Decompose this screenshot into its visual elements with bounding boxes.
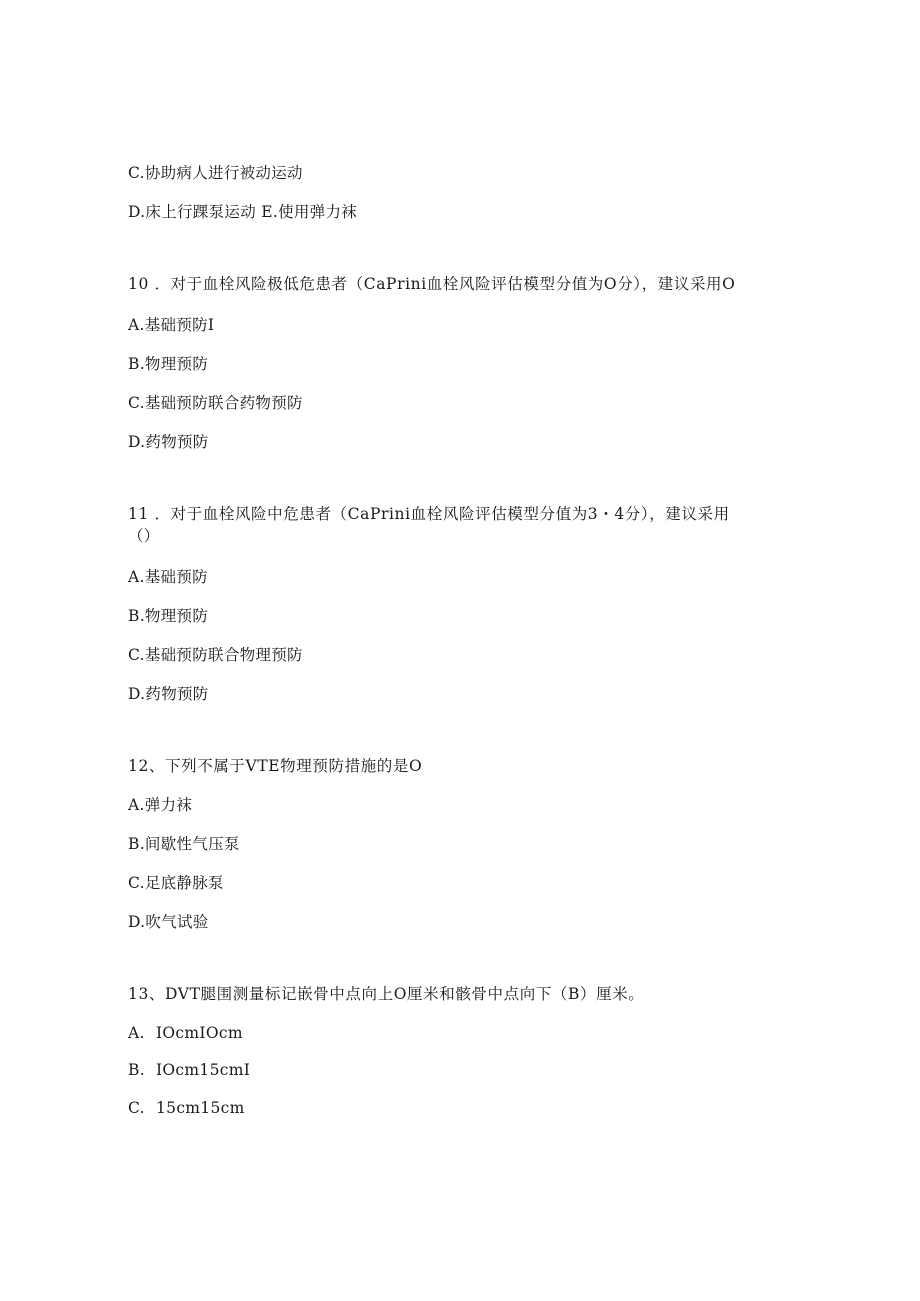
question-13: 13、DVT腿围测量标记嵌骨中点向上O厘米和骸骨中点向下（B）厘米。 — [128, 985, 645, 1003]
question-10: 10 ．对于血栓风险极低危患者（CaPrini血栓风险评估模型分值为O分），建议采用O — [128, 275, 736, 293]
q10-option-b: B.物理预防 — [128, 355, 209, 373]
q10-option-c: C.基础预防联合药物预防 — [128, 394, 303, 412]
q12-option-a: A.弹力袜 — [128, 796, 193, 814]
q12-option-b: B.间歇性气压泵 — [128, 835, 240, 853]
q12-option-d: D.吹气试验 — [128, 913, 209, 931]
q11-option-d: D.药物预防 — [128, 685, 209, 703]
q11-option-b: B.物理预防 — [128, 607, 209, 625]
q13-option-c-label: C. — [128, 1099, 145, 1117]
q11-option-c: C.基础预防联合物理预防 — [128, 646, 303, 664]
q13-option-c-text: 15cm15cm — [156, 1099, 245, 1117]
q13-option-a — [128, 1023, 243, 1043]
question-11: 11 ．对于血栓风险中危患者（CaPrini血栓风险评估模型分值为3・4分），建议采用 — [128, 505, 730, 523]
option-d-e: D.床上行踝泵运动 E.使用弹力袜 — [128, 203, 358, 221]
q12-option-c: C.足底静脉泵 — [128, 874, 224, 892]
q13-option-a-label: A. — [128, 1024, 145, 1042]
q13-option-c — [128, 1098, 245, 1118]
q13-option-b — [128, 1060, 250, 1080]
q13-option-b-text: IOcm15cmI — [156, 1061, 251, 1079]
q13-option-a-text: IOcmIOcm — [156, 1024, 243, 1042]
question-12: 12、下列不属于VTE物理预防措施的是O — [128, 757, 423, 775]
q10-option-d: D.药物预防 — [128, 433, 209, 451]
option-c: C.协助病人进行被动运动 — [128, 164, 303, 182]
q13-option-b-label: B. — [128, 1061, 145, 1079]
q10-option-a: A.基础预防I — [128, 316, 215, 334]
question-11-blank: （） — [128, 527, 160, 545]
q11-option-a: A.基础预防 — [128, 568, 208, 586]
